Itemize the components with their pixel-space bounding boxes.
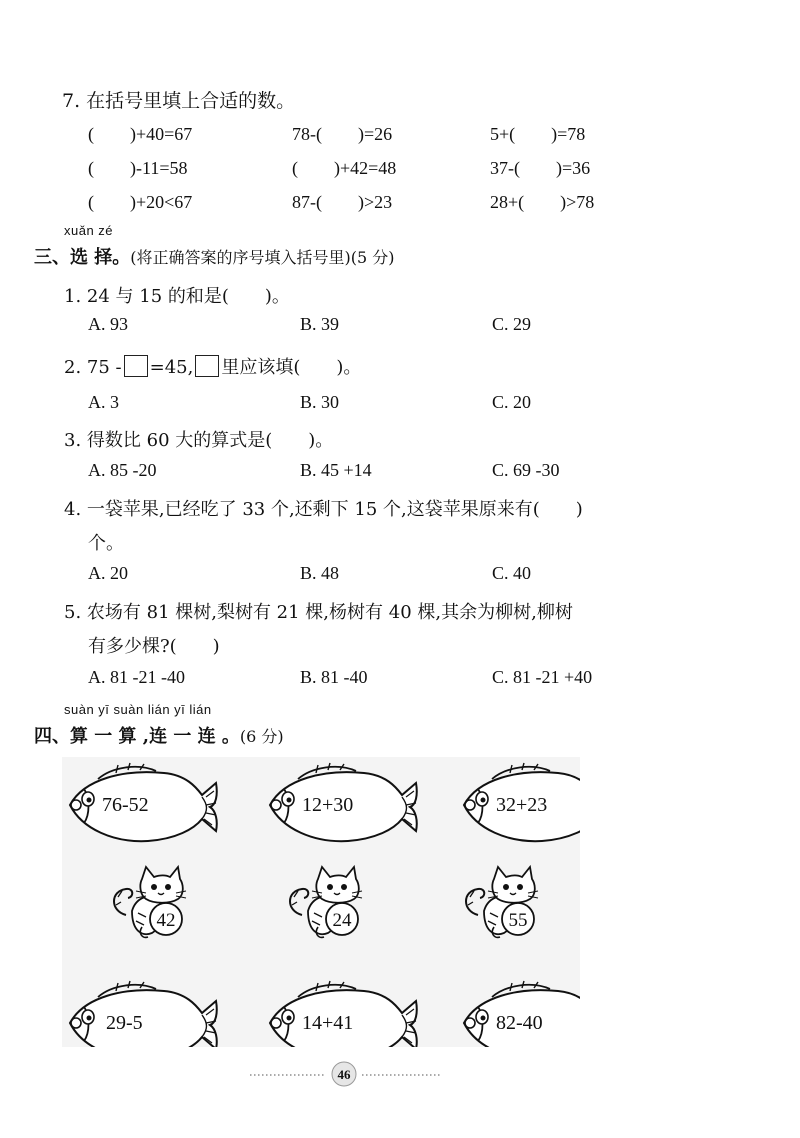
q3-5-option-a: A. 81 -21 -40 [88,667,185,687]
page-footer [250,1060,440,1088]
matching-picture-area [62,757,580,1047]
section3-pinyin: xuǎn zé [64,223,114,238]
fish-top-2-expression: 12+30 [302,794,354,816]
section4-pinyin: suàn yī suàn lián yī lián [64,702,212,717]
fish-top-1 [70,763,217,841]
fish-bottom-2-expression: 14+41 [302,1012,354,1034]
section3-note: (将正确答案的序号填入括号里)(5 分) [130,248,395,267]
cat-2-number: 24 [332,910,352,931]
page-number: 46 [337,1067,351,1082]
q3-2-text [64,353,361,379]
q7-eq-2-2: ( )+42=48 [292,158,397,178]
section3-title: 三、选 择。 [34,247,131,268]
cat-1 [114,867,186,937]
cat-3 [466,867,538,937]
cat-3-number: 55 [508,910,528,931]
q7-eq-2-1: ( )-11=58 [88,158,188,178]
fish-top-3-expression: 32+23 [496,794,548,816]
q7-eq-2-3: 37-( )=36 [490,158,591,178]
fish-top-1-expression: 76-52 [102,794,149,816]
q3-5-option-c: C. 81 -21 +40 [492,667,593,687]
fish-top-2 [270,763,417,841]
q3-4-option-a: A. 20 [88,563,128,583]
answer-box-ref [195,355,219,377]
q3-4-line1: 4. 一袋苹果,已经吃了 33 个,还剩下 15 个,这袋苹果原来有( ) [64,499,583,520]
q3-2-option-a: A. 3 [88,392,119,412]
matching-illustration [62,757,580,1047]
section4-note: (6 分) [239,727,284,746]
q7-eq-3-1: ( )+20<67 [88,192,193,212]
q3-2-option-c: C. 20 [492,392,532,412]
q3-1-option-b: B. 39 [300,314,340,334]
fish-bottom-1-expression: 29-5 [106,1012,143,1034]
q3-1-option-c: C. 29 [492,314,532,334]
q3-1-text: 1. 24 与 15 的和是( )。 [64,286,290,307]
q7-eq-1-1: ( )+40=67 [88,124,193,144]
q7-eq-1-2: 78-( )=26 [292,124,393,144]
fish-bottom-2 [270,981,417,1047]
answer-box [124,355,148,377]
cat-1-number: 42 [156,910,176,931]
q3-4-option-c: C. 40 [492,563,532,583]
q3-5-option-b: B. 81 -40 [300,667,368,687]
section3-heading [34,243,395,269]
section4-heading [34,722,284,748]
section4-title: 四、算 一 算 ,连 一 连 。 [34,726,240,747]
q3-2-text-a: 2. 75 - [64,357,122,378]
q3-4-line2: 个。 [88,533,124,554]
page-number-ornament [250,1060,440,1088]
q7-eq-3-2: 87-( )>23 [292,192,393,212]
q3-2-text-b: =45, [149,357,194,378]
q3-5-line1: 5. 农场有 81 棵树,梨树有 21 棵,杨树有 40 棵,其余为柳树,柳树 [64,602,573,623]
q7-eq-3-3: 28+( )>78 [490,192,595,212]
q7-eq-1-3: 5+( )=78 [490,124,586,144]
q7-title: 7. 在括号里填上合适的数。 [62,90,296,112]
q3-3-text: 3. 得数比 60 大的算式是( )。 [64,430,334,451]
q3-5-line2: 有多少棵?( ) [88,636,220,657]
q3-1-option-a: A. 93 [88,314,128,334]
q3-3-option-a: A. 85 -20 [88,460,157,480]
q3-2-text-c: 里应该填( )。 [221,357,362,378]
cat-2 [290,867,362,937]
fish-top-3 [464,763,580,841]
fish-bottom-3-expression: 82-40 [496,1012,543,1034]
q3-3-option-c: C. 69 -30 [492,460,560,480]
fish-bottom-1 [70,981,217,1047]
q3-4-option-b: B. 48 [300,563,340,583]
q3-2-option-b: B. 30 [300,392,340,412]
q3-3-option-b: B. 45 +14 [300,460,372,480]
fish-bottom-3 [464,981,580,1047]
